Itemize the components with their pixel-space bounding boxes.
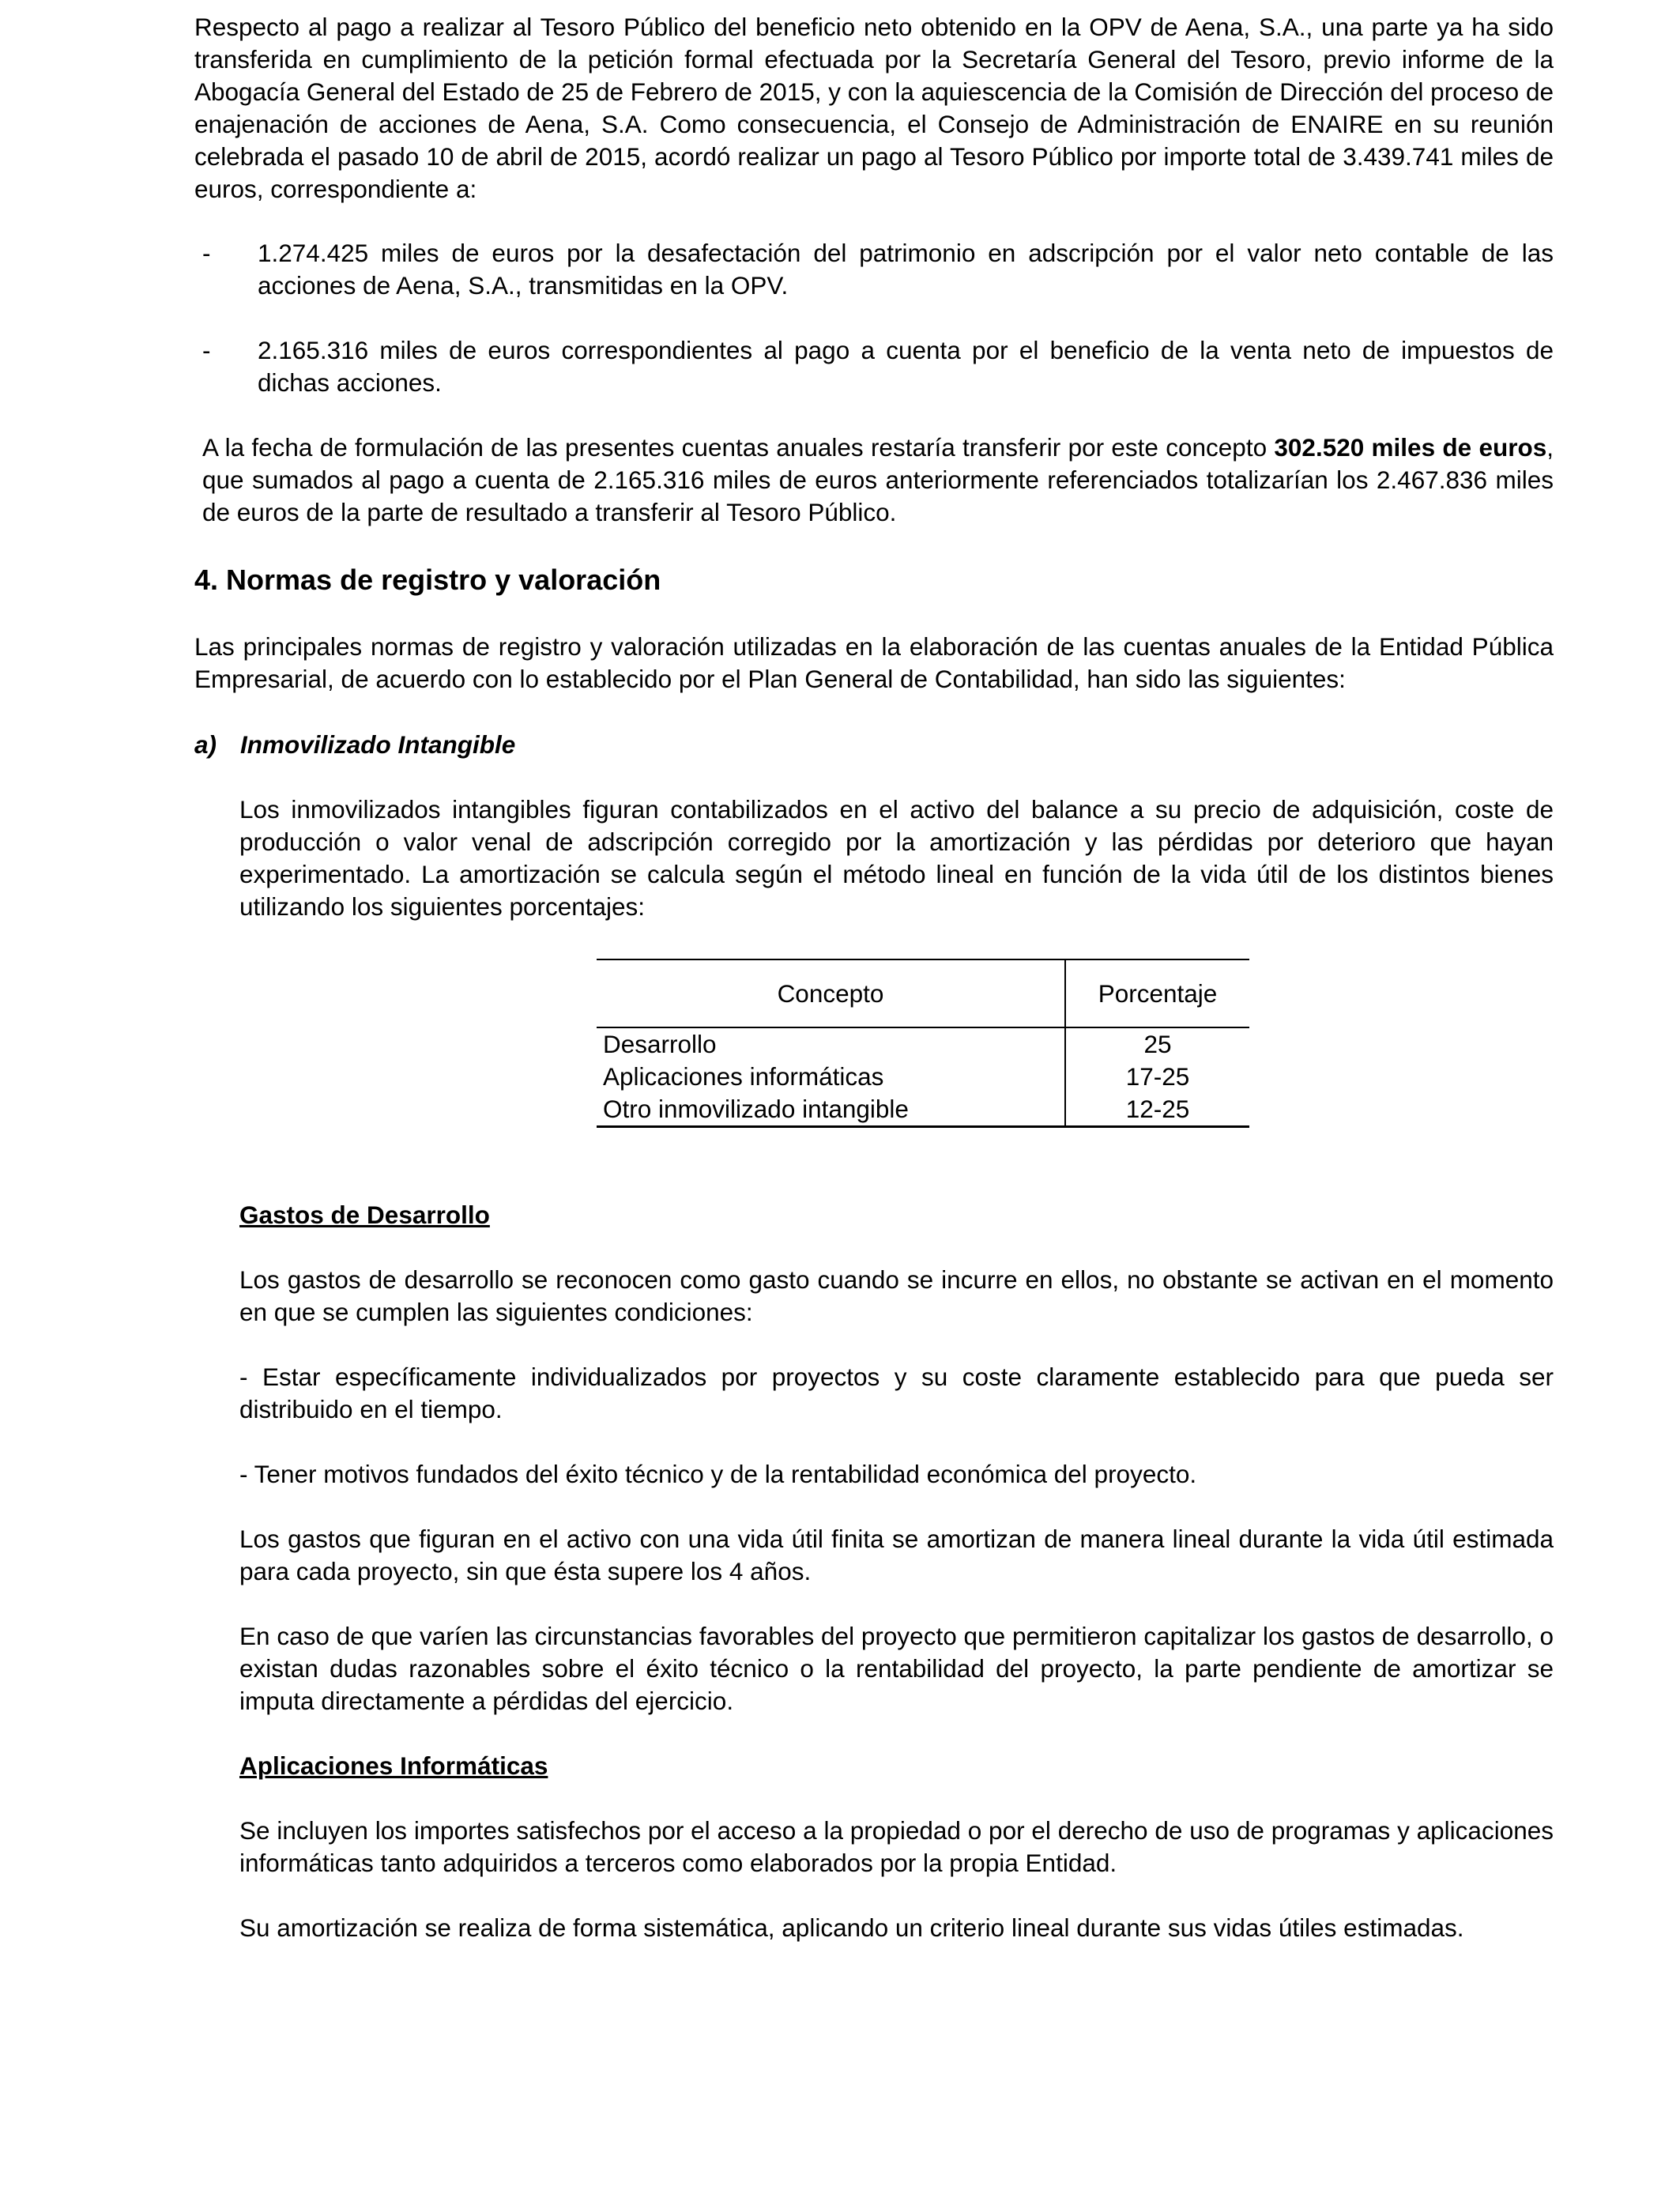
paragraph: En caso de que varíen las circunstancias favorables del proyecto que permitieron capitalizar los gastos de desarrollo, o existan dudas razonables sobre el éxito técnico o la rentabilidad del proyecto, la parte pendiente de amortizar se imputa directamente a pérdidas del ejercicio. xyxy=(239,1622,1554,1715)
table-cell-porcentaje: 17-25 xyxy=(1125,1062,1190,1091)
list-dash: - xyxy=(202,336,211,364)
column-header-porcentaje: Porcentaje xyxy=(1098,978,1218,1008)
paragraph: Los gastos de desarrollo se reconocen como gasto cuando se incurre en ellos, no obstante se activan en el momento en que se cumplen las siguientes condiciones: xyxy=(239,1265,1554,1326)
table-cell-concepto: Otro inmovilizado intangible xyxy=(597,1093,1065,1127)
table-cell-concepto: Aplicaciones informáticas xyxy=(597,1061,1065,1093)
pending-text-start: A la fecha de formulación de las presentes cuentas anuales restaría transferir por este concepto xyxy=(202,433,1275,462)
subsection-label: a) xyxy=(194,730,217,759)
subsection-body xyxy=(239,794,1554,1944)
document-page xyxy=(194,11,1554,1944)
table-header-row xyxy=(597,959,1249,1027)
pending-text-end: , que sumados al pago a cuenta de 2.165.316 miles de euros anteriormente referenciados totalizarían los 2.467.836 miles de euros de la parte de resultado a transferir al Tesoro Público. xyxy=(202,433,1554,526)
paragraph: Los gastos que figuran en el activo con una vida útil finita se amortizan de manera lineal durante la vida útil estimada para cada proyecto, sin que ésta supere los 4 años. xyxy=(239,1525,1554,1585)
table-cell-porcentaje: 25 xyxy=(1143,1030,1172,1058)
gastos-desarrollo-heading: Gastos de Desarrollo xyxy=(239,1201,490,1229)
paragraph: - Tener motivos fundados del éxito técnico y de la rentabilidad económica del proyecto. xyxy=(239,1460,1197,1488)
aplicaciones-heading: Aplicaciones Informáticas xyxy=(239,1751,548,1780)
section-intro: Las principales normas de registro y valoración utilizadas en la elaboración de las cuentas anuales de la Entidad Pública Empresarial, de acuerdo con lo establecido por el Plan General de Contabilidad, han sido las siguientes: xyxy=(194,632,1554,693)
paragraph: Se incluyen los importes satisfechos por el acceso a la propiedad o por el derecho de uso de programas y aplicaciones informáticas tanto adquiridos a terceros como elaborados por la propia Entidad. xyxy=(239,1816,1554,1877)
amortization-rates-table xyxy=(597,959,1249,1128)
list-dash: - xyxy=(202,239,211,267)
table-row xyxy=(597,1093,1249,1127)
pending-transfer-paragraph xyxy=(202,432,1554,529)
opening-paragraph: Respecto al pago a realizar al Tesoro Público del beneficio neto obtenido en la OPV de Aena, S.A., una parte ya ha sido transferida en cumplimiento de la petición formal efectuada por la Secretaría General del Tesoro, previo informe de la Abogacía General del Estado de 25 de Febrero de 2015, y con la aquiescencia de la Comisión de Dirección del proceso de enajenación de acciones de Aena, S.A. Como consecuencia, el Consejo de Administración de ENAIRE en su reunión celebrada el pasado 10 de abril de 2015, acordó realizar un pago al Tesoro Público por importe total de 3.439.741 miles de euros, correspondiente a: xyxy=(194,13,1554,203)
paragraph: Su amortización se realiza de forma sistemática, aplicando un criterio lineal durante sus vidas útiles estimadas. xyxy=(239,1913,1464,1942)
list-item-text: 2.165.316 miles de euros correspondientes al pago a cuenta por el beneficio de la venta neto de impuestos de dichas acciones. xyxy=(258,336,1554,397)
list-item xyxy=(194,237,1554,302)
payment-breakdown-list xyxy=(194,237,1554,399)
pending-amount: 302.520 miles de euros xyxy=(1274,433,1547,462)
subsection-heading xyxy=(194,729,1554,761)
table-row xyxy=(597,1027,1249,1061)
section-heading: 4. Normas de registro y valoración xyxy=(194,564,661,596)
list-item xyxy=(194,334,1554,399)
subsection-title: Inmovilizado Intangible xyxy=(240,730,516,759)
table-cell-concepto: Desarrollo xyxy=(597,1027,1065,1061)
list-item-text: 1.274.425 miles de euros por la desafectación del patrimonio en adscripción por el valor neto contable de las acciones de Aena, S.A., transmitidas en la OPV. xyxy=(258,239,1554,300)
intangible-paragraph: Los inmovilizados intangibles figuran contabilizados en el activo del balance a su precio de adquisición, coste de producción o valor venal de adscripción corregido por la amortización y las pérdidas por deterioro que hayan experimentado. La amortización se calcula según el método lineal en función de la vida útil de los distintos bienes utilizando los siguientes porcentajes: xyxy=(239,795,1554,921)
column-header-concepto: Concepto xyxy=(597,959,1065,1027)
paragraph: - Estar específicamente individualizados por proyectos y su coste claramente establecido para que pueda ser distribuido en el tiempo. xyxy=(239,1363,1554,1423)
table-row xyxy=(597,1061,1249,1093)
table-cell-porcentaje: 12-25 xyxy=(1125,1095,1190,1123)
